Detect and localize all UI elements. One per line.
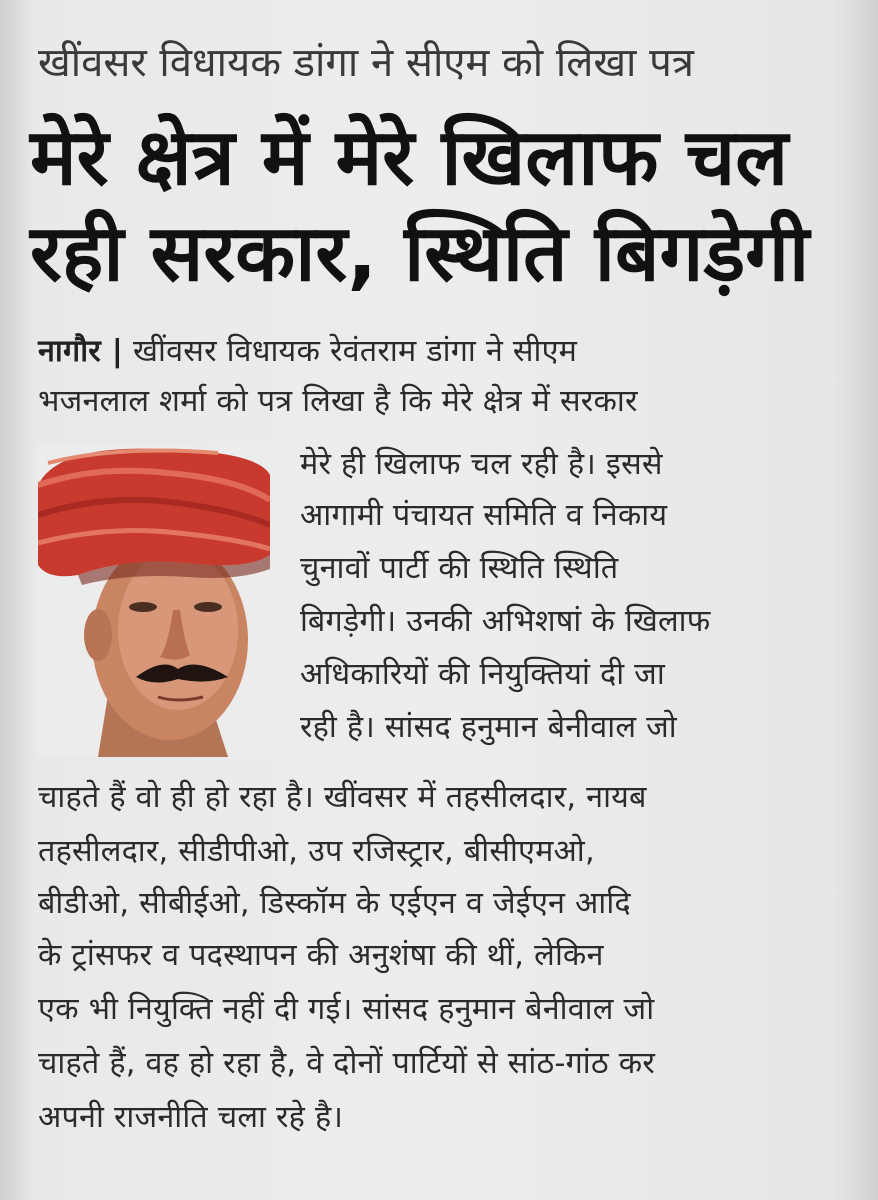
body-line-6: बिगड़ेगी। उनकी अभिशषां के खिलाफ [300,604,711,639]
body-line-10: तहसीलदार, सीडीपीओ, उप रजिस्ट्रार, बीसीएमओ, [38,834,595,869]
body-line-11: बीडीओ, सीबीईओ, डिस्कॉम के एईएन व जेईएन आदि [38,886,631,921]
body-line-3: मेरे ही खिलाफ चल रही है। इससे [300,447,663,482]
body-line-2: भजनलाल शर्मा को पत्र लिखा है कि मेरे क्षेत्र में सरकार [38,384,638,419]
portrait-photo [38,445,270,757]
body-line-1-text: खींवसर विधायक रेवंतराम डांगा ने सीएम [133,334,578,369]
headline-line-1: मेरे क्षेत्र में मेरे खिलाफ चल [30,113,789,203]
body-line-8: रही है। सांसद हनुमान बेनीवाल जो [300,710,677,745]
body-line-1 [38,332,577,372]
dateline: नागौर | [38,334,124,369]
body-line-14: चाहते हैं, वह हो रहा है, वे दोनों पार्टियों से सांठ-गांठ कर [38,1046,656,1081]
body-line-5: चुनावों पार्टी की स्थिति स्थिति [300,551,619,586]
headline-line-2: रही सरकार, स्थिति बिगड़ेगी [30,209,810,299]
body-line-12: के ट्रांसफर व पदस्थापन की अनुशंषा की थीं, लेकिन [38,938,604,973]
body-line-4: आगामी पंचायत समिति व निकाय [300,498,668,533]
kicker-headline: खींवसर विधायक डांगा ने सीएम को लिखा पत्र [38,40,694,86]
body-line-13: एक भी नियुक्ति नहीं दी गई। सांसद हनुमान बेनीवाल जो [38,992,655,1027]
body-line-7: अधिकारियों की नियुक्तियां दी जा [300,657,665,692]
main-headline [30,110,840,302]
portrait-photo-icon [38,445,270,757]
body-line-9: चाहते हैं वो ही हो रहा है। खींवसर में तहसीलदार, नायब [38,780,647,815]
body-line-15: अपनी राजनीति चला रहे है। [38,1100,344,1135]
